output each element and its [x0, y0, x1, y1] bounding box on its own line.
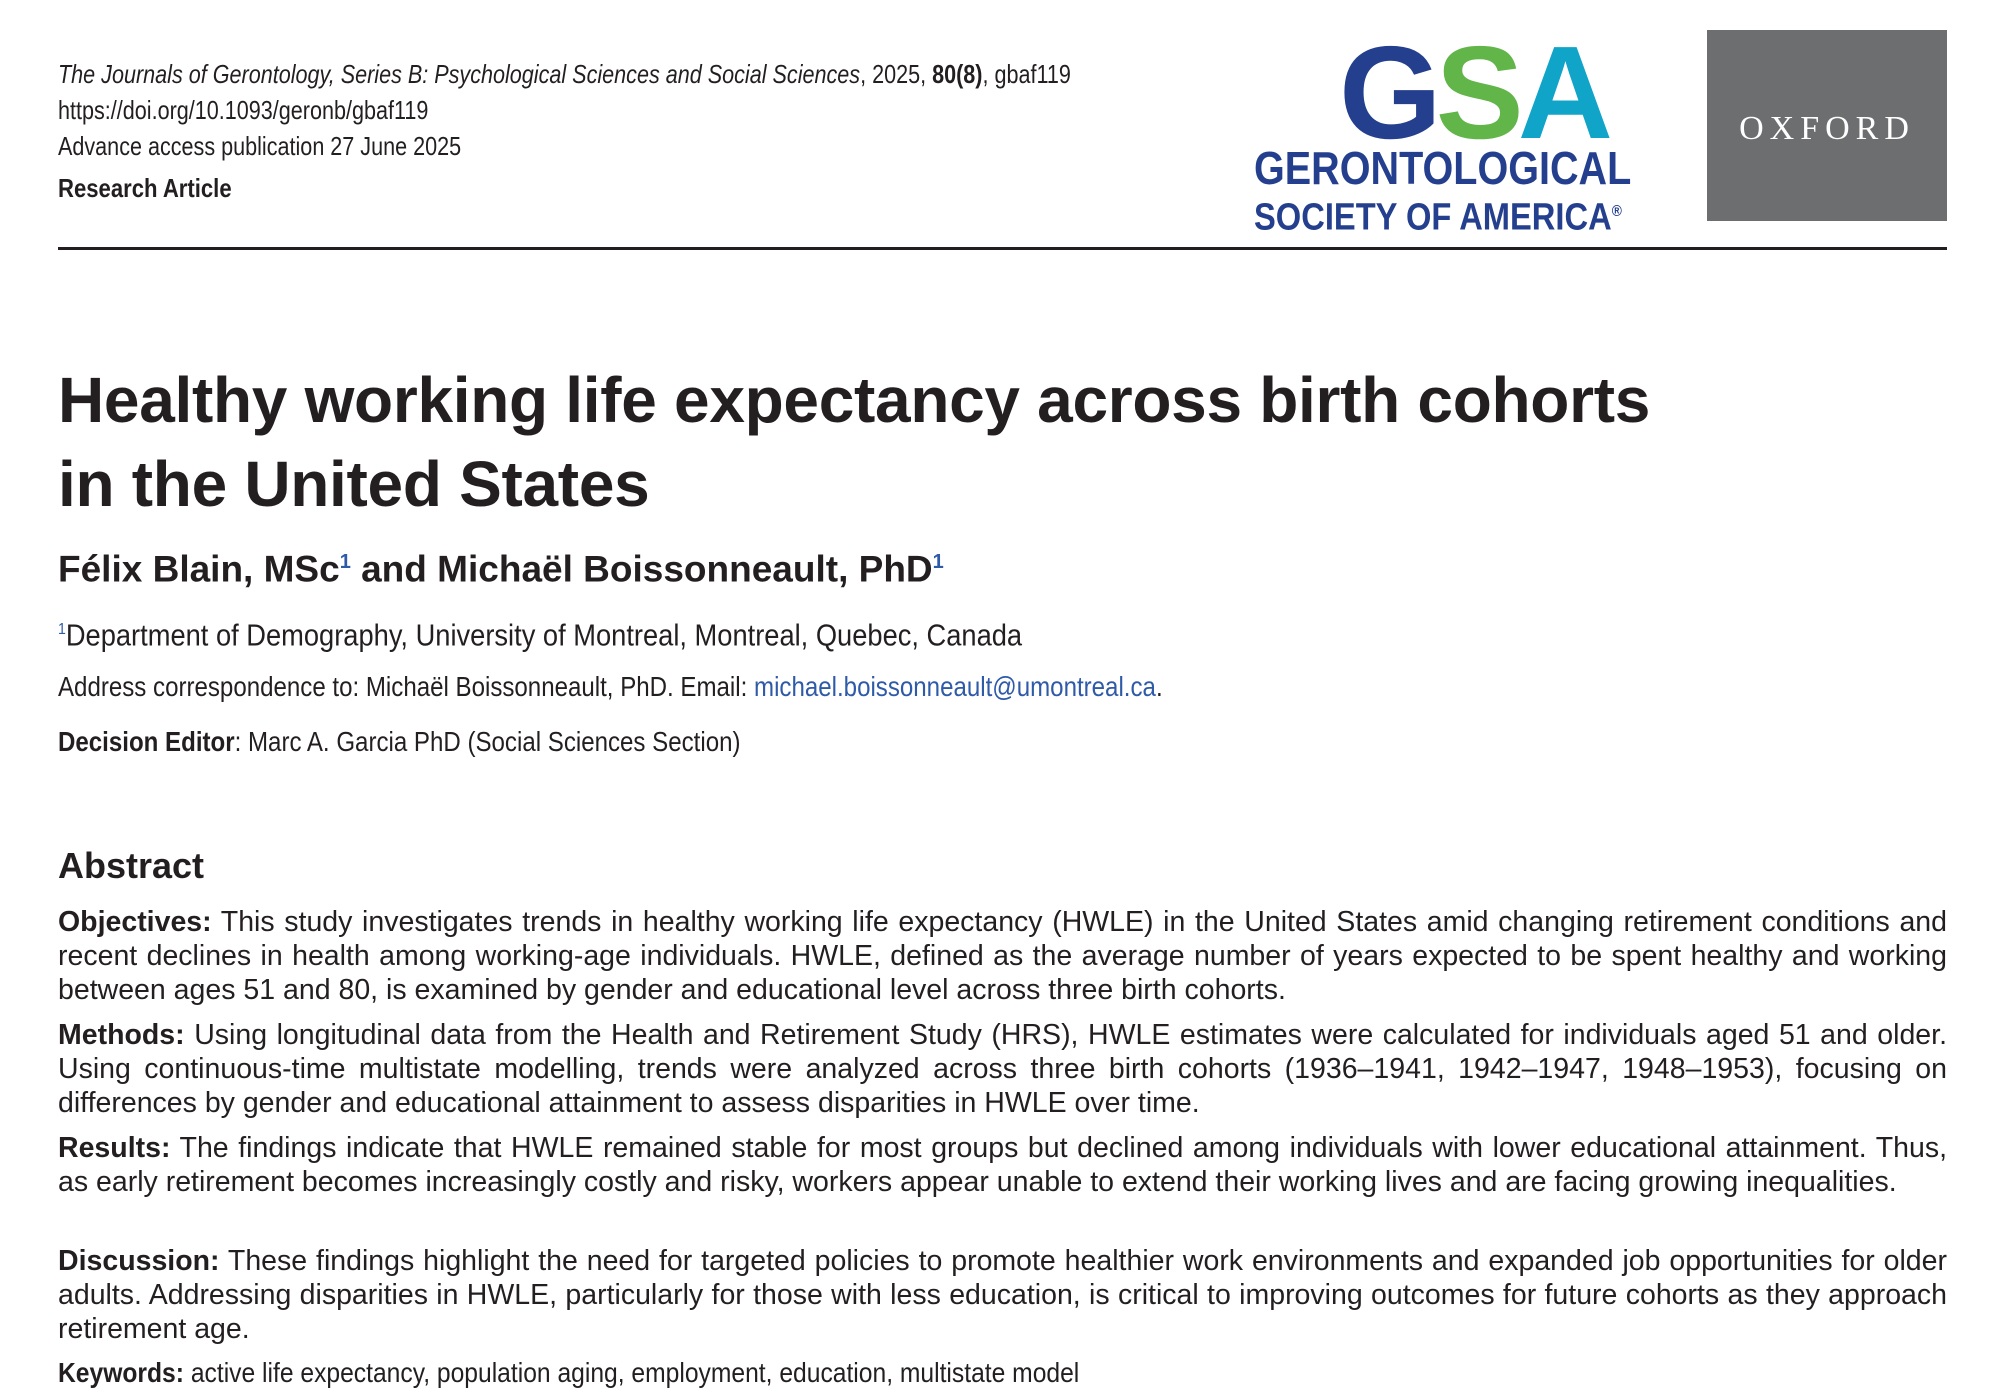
methods-text: Using longitudinal data from the Health and Retirement Study (HRS), HWLE estimates were calculated for individuals aged 51 and older. Using continuous-time multistate modelling, trends were analyzed across three birth cohorts (1936–1941, 1942–1947, 1948–1953), focusing on differences by gender and educational attainment to assess disparities in HWLE over time. — [58, 1019, 1947, 1119]
article-title — [58, 358, 1650, 526]
author-1[interactable]: Félix Blain, MSc — [58, 548, 340, 590]
gsa-logo-a: A — [1517, 19, 1608, 166]
article-type: Research Article — [58, 173, 232, 203]
journal-info — [58, 56, 1278, 206]
gsa-logo-g: G — [1339, 19, 1436, 166]
author-2-affil-marker[interactable]: 1 — [932, 551, 944, 573]
keywords — [58, 1356, 1079, 1390]
correspondence — [58, 668, 1163, 706]
methods-label: Methods: — [58, 1019, 185, 1051]
abstract-discussion — [58, 1244, 1947, 1346]
title-line-2: in the United States — [58, 448, 650, 520]
volume-issue: 80(8) — [932, 59, 983, 89]
abstract-heading: Abstract — [58, 845, 205, 886]
objectives-label: Objectives: — [58, 906, 212, 938]
gsa-name-line1: GERONTOLOGICAL — [1254, 142, 1632, 194]
affiliation-text: Department of Demography, University of Montreal, Montreal, Quebec, Canada — [65, 617, 1023, 653]
objectives-text: This study investigates trends in healthy working life expectancy (HWLE) in the United States amid changing retirement conditions and recent declines in health among working-age individuals. HWLE, defined as the average number of years expected to be spent healthy and working between ages 51 and 80, is examined by gender and educational level across three birth cohorts. — [58, 906, 1947, 1006]
results-text: The findings indicate that HWLE remained stable for most groups but declined among individuals with lower educational attainment. Thus, as early retirement becomes increasingly costly and risky, workers appear unable to extend their working lives and are facing growing inequalities. — [58, 1132, 1947, 1198]
author-connector: and — [350, 548, 438, 590]
keywords-text: active life expectancy, population aging, employment, education, multistate model — [183, 1357, 1080, 1388]
registered-mark: ® — [1611, 203, 1622, 220]
results-label: Results: — [58, 1132, 171, 1164]
header-divider — [58, 247, 1947, 250]
author-list — [58, 540, 944, 591]
journal-citation — [58, 56, 1071, 92]
affiliation — [58, 610, 1022, 655]
gsa-name-line2-text: SOCIETY OF AMERICA — [1254, 196, 1612, 239]
gsa-name-line2 — [1254, 190, 1631, 240]
article-id: , gbaf119 — [982, 59, 1071, 89]
gsa-logo[interactable] — [1254, 19, 1684, 239]
gsa-logo-letters — [1339, 19, 1608, 166]
decision-editor-value: : Marc A. Garcia PhD (Social Sciences Section) — [234, 726, 741, 757]
title-line-1: Healthy working life expectancy across birth cohorts — [58, 364, 1650, 436]
journal-name: The Journals of Gerontology, Series B: Psychological Sciences and Social Sciences — [58, 59, 861, 89]
doi-link[interactable]: https://doi.org/10.1093/geronb/gbaf119 — [58, 95, 429, 125]
correspondence-suffix: . — [1155, 671, 1163, 702]
author-1-affil-marker[interactable]: 1 — [339, 551, 351, 573]
abstract-objectives — [58, 905, 1947, 1007]
affiliation-marker: 1 — [58, 621, 66, 638]
abstract-results — [58, 1131, 1947, 1199]
keywords-label: Keywords: — [58, 1357, 184, 1388]
gsa-logo-name — [1254, 142, 1632, 240]
oxford-logo[interactable] — [1707, 30, 1947, 221]
journal-year: , 2025, — [860, 59, 933, 89]
correspondence-email-link[interactable]: michael.boissonneault@umontreal.ca — [754, 671, 1156, 702]
decision-editor-label: Decision Editor — [58, 726, 235, 757]
gsa-logo-s: S — [1435, 19, 1518, 166]
advance-access-date: Advance access publication 27 June 2025 — [58, 131, 462, 161]
oxford-logo-text: OXFORD — [1739, 110, 1915, 147]
discussion-label: Discussion: — [58, 1245, 220, 1277]
correspondence-prefix: Address correspondence to: Michaël Boissonneault, PhD. Email: — [58, 671, 755, 702]
decision-editor — [58, 723, 740, 761]
author-2[interactable]: Michaël Boissonneault, PhD — [437, 548, 933, 590]
abstract-methods — [58, 1018, 1947, 1120]
discussion-text: These findings highlight the need for targeted policies to promote healthier work environments and expanded job opportunities for older adults. Addressing disparities in HWLE, particularly for those with less education, is critical to improving outcomes for future cohorts as they approach retirement age. — [58, 1245, 1947, 1345]
